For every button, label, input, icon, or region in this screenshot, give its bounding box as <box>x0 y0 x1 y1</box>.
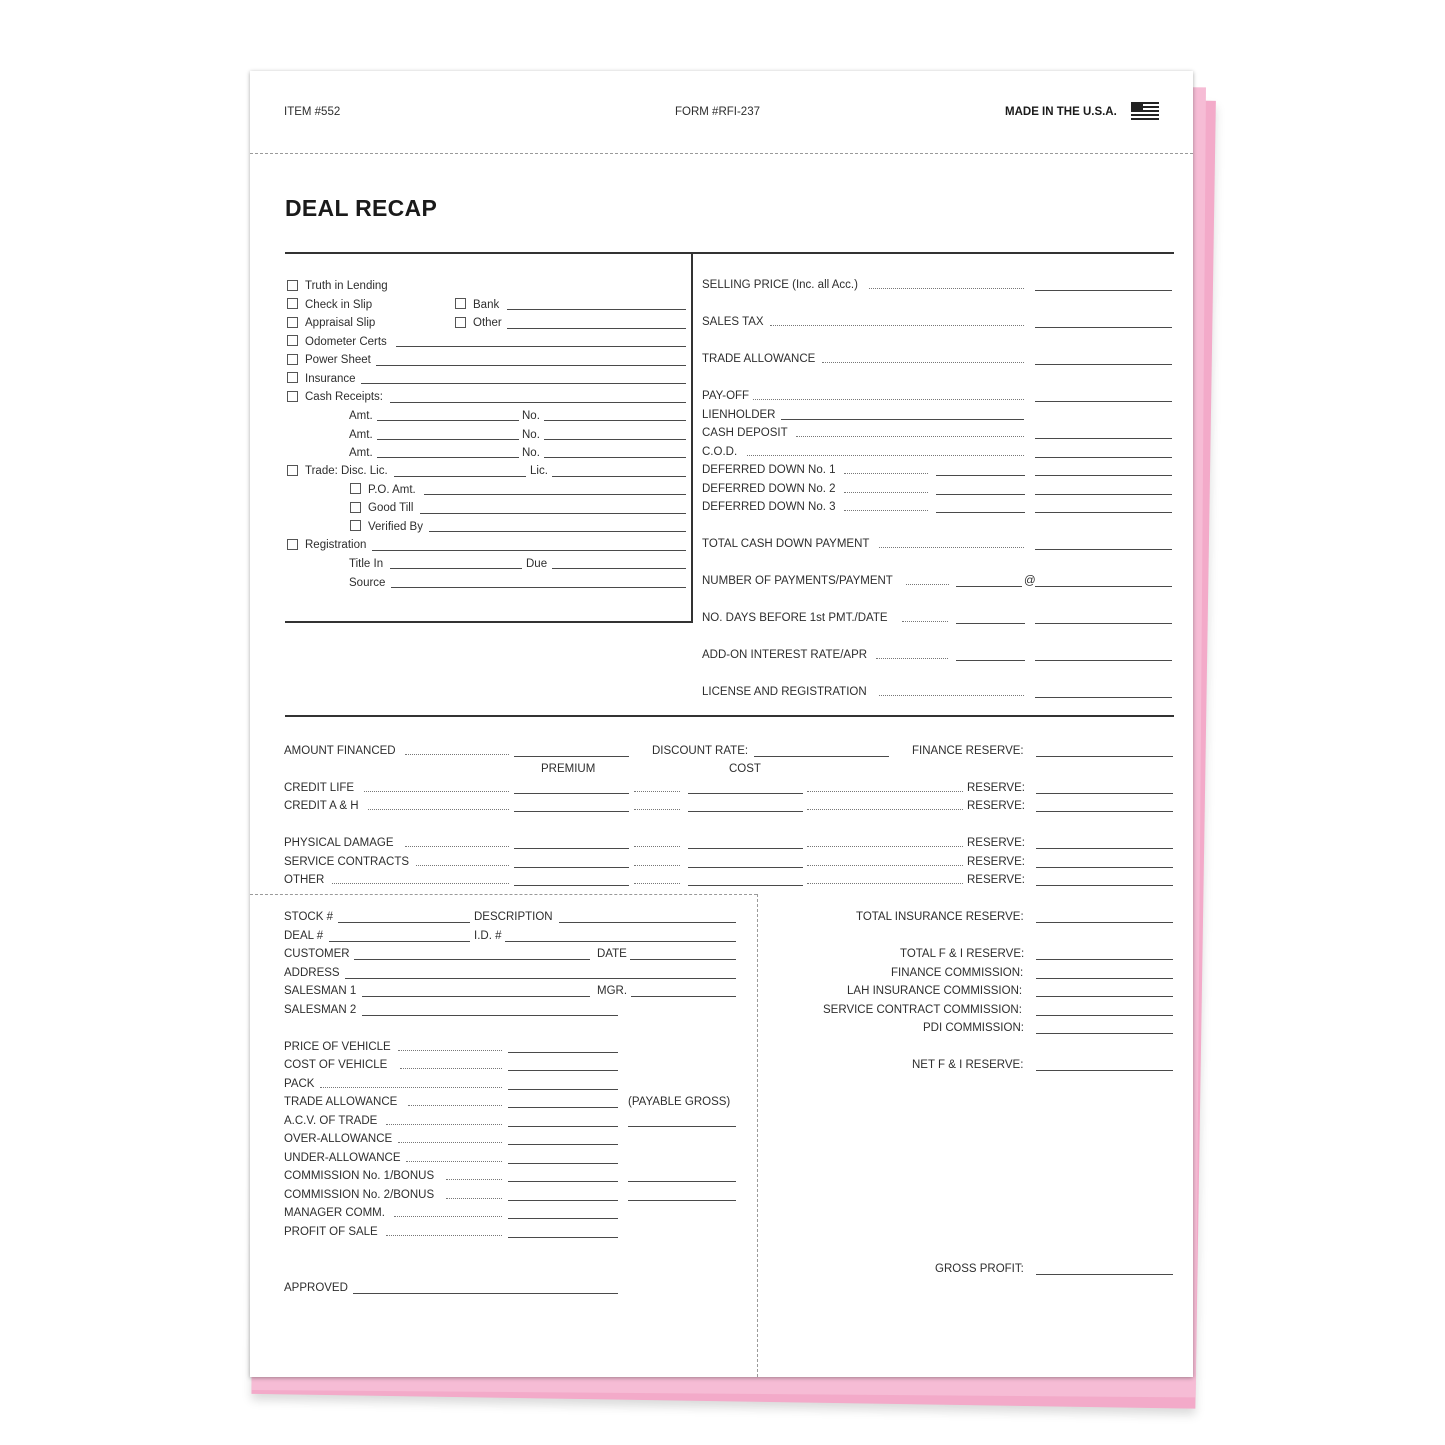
registration-field[interactable] <box>372 550 686 551</box>
us-flag-icon <box>1131 102 1159 121</box>
date-field[interactable] <box>630 959 736 960</box>
odometer-certs-field[interactable] <box>396 346 686 347</box>
lic-label: Lic. <box>530 465 548 477</box>
mgr-field[interactable] <box>631 996 736 997</box>
addon-rate-field[interactable] <box>956 660 1025 661</box>
checkbox-truth-in-lending[interactable] <box>287 280 298 291</box>
leader-dots <box>405 846 509 847</box>
payable-gross-field[interactable] <box>628 1126 736 1127</box>
at-symbol: @ <box>1024 575 1036 587</box>
deferred-3-label: DEFERRED DOWN No. 3 <box>702 501 836 513</box>
leader-dots <box>408 1105 502 1106</box>
other-premium-field[interactable] <box>514 885 629 886</box>
leader-dots <box>400 1068 502 1069</box>
leader-dots <box>332 883 509 884</box>
stock-label: STOCK # <box>284 911 333 923</box>
leader-dots <box>386 1124 502 1125</box>
credit-life-reserve-label: RESERVE: <box>967 782 1025 794</box>
leader-dots <box>364 791 509 792</box>
apr-field[interactable] <box>1035 660 1172 661</box>
amt-field-2[interactable] <box>377 439 519 440</box>
bonus-1-field[interactable] <box>628 1181 736 1182</box>
amt-field-3[interactable] <box>377 457 519 458</box>
discount-rate-label: DISCOUNT RATE: <box>652 745 749 757</box>
license-label: LICENSE AND REGISTRATION <box>702 686 867 698</box>
total-fi-reserve-field[interactable] <box>1036 959 1173 960</box>
leader-dots <box>807 846 963 847</box>
pack-field[interactable] <box>508 1089 618 1090</box>
physical-damage-cost-field[interactable] <box>688 848 803 849</box>
verified-by-field[interactable] <box>429 531 686 532</box>
leader-dots <box>386 1235 502 1236</box>
leader-dots <box>753 399 1024 400</box>
commission-1-field[interactable] <box>508 1181 618 1182</box>
total-cash-down-label: TOTAL CASH DOWN PAYMENT <box>702 538 870 550</box>
checklist-box-bottom <box>285 621 693 623</box>
trade-allowance-deal-field[interactable] <box>508 1107 618 1108</box>
over-allowance-field[interactable] <box>508 1144 618 1145</box>
registration-label: Registration <box>305 539 367 551</box>
approved-field[interactable] <box>353 1293 618 1294</box>
deferred-1-date-field[interactable] <box>936 475 1025 476</box>
leader-dots <box>398 1142 502 1143</box>
other-ins-label: OTHER <box>284 874 325 886</box>
payment-amount-field[interactable] <box>1035 586 1172 587</box>
leader-dots <box>906 584 949 585</box>
trade-allowance-field[interactable] <box>1035 364 1172 365</box>
leader-dots <box>634 883 680 884</box>
discount-rate-field[interactable] <box>754 756 889 757</box>
commission-2-label: COMMISSION No. 2/BONUS <box>284 1189 435 1201</box>
address-label: ADDRESS <box>284 967 340 979</box>
deal-number-label: DEAL # <box>284 930 324 942</box>
salesman-1-field[interactable] <box>362 996 590 997</box>
deferred-2-date-field[interactable] <box>936 494 1025 495</box>
gross-profit-field[interactable] <box>1036 1274 1173 1275</box>
credit-life-reserve-field[interactable] <box>1036 793 1173 794</box>
salesman-2-field[interactable] <box>362 1015 618 1016</box>
cash-receipts-field[interactable] <box>390 402 686 403</box>
cost-of-vehicle-label: COST OF VEHICLE <box>284 1059 388 1071</box>
insurance-field[interactable] <box>361 383 686 384</box>
leader-dots <box>320 1087 502 1088</box>
leader-dots <box>398 1050 502 1051</box>
form-number: FORM #RFI-237 <box>675 106 760 118</box>
under-allowance-field[interactable] <box>508 1163 618 1164</box>
days-before-field[interactable] <box>956 623 1025 624</box>
finance-reserve-field[interactable] <box>1036 756 1173 757</box>
power-sheet-field[interactable] <box>376 365 686 366</box>
leader-dots <box>807 865 963 866</box>
stock-field[interactable] <box>338 922 470 923</box>
first-payment-date-field[interactable] <box>1035 623 1172 624</box>
leader-dots <box>844 510 928 511</box>
no-label-1: No. <box>522 410 540 422</box>
no-label-2: No. <box>522 429 540 441</box>
service-contracts-reserve-label: RESERVE: <box>967 856 1025 868</box>
checkbox-other[interactable] <box>455 317 466 328</box>
id-number-label: I.D. # <box>474 930 502 942</box>
leader-dots <box>446 1179 502 1180</box>
customer-label: CUSTOMER <box>284 948 350 960</box>
credit-ah-reserve-label: RESERVE: <box>967 800 1025 812</box>
lienholder-label: LIENHOLDER <box>702 409 776 421</box>
selling-price-label: SELLING PRICE (Inc. all Acc.) <box>702 279 858 291</box>
sales-tax-label: SALES TAX <box>702 316 764 328</box>
profit-of-sale-label: PROFIT OF SALE <box>284 1226 378 1238</box>
payoff-label: PAY-OFF <box>702 390 750 402</box>
leader-dots <box>446 1198 502 1199</box>
lic-field[interactable] <box>552 476 686 477</box>
checkbox-verified-by[interactable] <box>350 520 361 531</box>
tear-line <box>250 153 1193 154</box>
premium-header: PREMIUM <box>541 763 596 775</box>
service-contracts-premium-field[interactable] <box>514 867 629 868</box>
other-reserve-label: RESERVE: <box>967 874 1025 886</box>
service-contracts-label: SERVICE CONTRACTS <box>284 856 410 868</box>
no-field-1[interactable] <box>544 420 686 421</box>
deferred-1-amount-field[interactable] <box>1035 475 1172 476</box>
cod-label: C.O.D. <box>702 446 738 458</box>
credit-ah-label: CREDIT A & H <box>284 800 359 812</box>
trade-allowance-deal-label: TRADE ALLOWANCE <box>284 1096 398 1108</box>
mid-rule <box>285 715 1174 717</box>
bonus-2-field[interactable] <box>628 1200 736 1201</box>
checkbox-cash-receipts[interactable] <box>287 391 298 402</box>
leader-dots <box>634 846 680 847</box>
leader-dots <box>406 1161 502 1162</box>
leader-dots <box>807 809 963 810</box>
leader-dots <box>634 865 680 866</box>
selling-price-field[interactable] <box>1035 290 1172 291</box>
checkbox-odometer-certs[interactable] <box>287 335 298 346</box>
section-dash-horizontal <box>250 894 757 895</box>
leader-dots <box>770 325 1024 326</box>
date-label: DATE <box>597 948 627 960</box>
leader-dots <box>902 621 948 622</box>
cod-field[interactable] <box>1035 457 1172 458</box>
total-insurance-reserve-field[interactable] <box>1036 922 1173 923</box>
cost-header: COST <box>729 763 761 775</box>
amt-field-1[interactable] <box>377 420 519 421</box>
checklist-box-right <box>691 254 693 623</box>
acv-of-trade-label: A.C.V. OF TRADE <box>284 1115 378 1127</box>
salesman-2-label: SALESMAN 2 <box>284 1004 357 1016</box>
leader-dots <box>869 288 1024 289</box>
checkbox-registration[interactable] <box>287 539 298 550</box>
commission-2-field[interactable] <box>508 1200 618 1201</box>
pdi-commission-field[interactable] <box>1036 1033 1173 1034</box>
checkbox-insurance[interactable] <box>287 372 298 383</box>
amt-label-1: Amt. <box>349 410 373 422</box>
deferred-1-label: DEFERRED DOWN No. 1 <box>702 464 836 476</box>
section-dash-vertical <box>757 894 758 1377</box>
checkbox-good-till[interactable] <box>350 502 361 513</box>
license-field[interactable] <box>1035 697 1172 698</box>
due-field[interactable] <box>552 568 686 569</box>
check-in-slip-label: Check in Slip <box>305 299 373 311</box>
deferred-2-label: DEFERRED DOWN No. 2 <box>702 483 836 495</box>
acv-of-trade-field[interactable] <box>508 1126 618 1127</box>
good-till-label: Good Till <box>368 502 414 514</box>
top-rule <box>285 252 1174 254</box>
cash-deposit-field[interactable] <box>1035 438 1172 439</box>
customer-field[interactable] <box>354 959 590 960</box>
no-field-3[interactable] <box>544 457 686 458</box>
cash-receipts-label: Cash Receipts: <box>305 391 383 403</box>
service-contract-commission-label: SERVICE CONTRACT COMMISSION: <box>823 1004 1022 1016</box>
source-field[interactable] <box>391 587 686 588</box>
leader-dots <box>844 492 928 493</box>
finance-reserve-label: FINANCE RESERVE: <box>912 745 1024 757</box>
payable-gross-label: (PAYABLE GROSS) <box>628 1096 731 1108</box>
approved-label: APPROVED <box>284 1282 348 1294</box>
physical-damage-reserve-field[interactable] <box>1036 848 1173 849</box>
net-fi-reserve-label: NET F & I RESERVE: <box>912 1059 1024 1071</box>
credit-ah-reserve-field[interactable] <box>1036 811 1173 812</box>
deal-number-field[interactable] <box>329 941 470 942</box>
service-contracts-cost-field[interactable] <box>688 867 803 868</box>
lah-insurance-commission-label: LAH INSURANCE COMMISSION: <box>847 985 1023 997</box>
checkbox-trade[interactable] <box>287 465 298 476</box>
other-reserve-field[interactable] <box>1036 885 1173 886</box>
cost-of-vehicle-field[interactable] <box>508 1070 618 1071</box>
amount-financed-field[interactable] <box>514 756 629 757</box>
pack-label: PACK <box>284 1078 315 1090</box>
price-of-vehicle-label: PRICE OF VEHICLE <box>284 1041 391 1053</box>
other-field[interactable] <box>507 328 686 329</box>
lienholder-field[interactable] <box>781 419 1024 420</box>
credit-ah-cost-field[interactable] <box>688 811 803 812</box>
leader-dots <box>394 1216 502 1217</box>
physical-damage-reserve-label: RESERVE: <box>967 837 1025 849</box>
gross-profit-label: GROSS PROFIT: <box>935 1263 1024 1275</box>
deferred-3-date-field[interactable] <box>936 512 1025 513</box>
trade-allowance-label: TRADE ALLOWANCE <box>702 353 816 365</box>
price-of-vehicle-field[interactable] <box>508 1052 618 1053</box>
power-sheet-label: Power Sheet <box>305 354 371 366</box>
under-allowance-label: UNDER-ALLOWANCE <box>284 1152 401 1164</box>
salesman-1-label: SALESMAN 1 <box>284 985 357 997</box>
leader-dots <box>822 362 1024 363</box>
num-payments-field[interactable] <box>956 586 1022 587</box>
leader-dots <box>368 809 509 810</box>
checkbox-po[interactable] <box>350 483 361 494</box>
po-amt-field[interactable] <box>424 494 686 495</box>
other-label: Other <box>473 317 502 329</box>
leader-dots <box>879 695 1024 696</box>
po-amt-label: P.O. Amt. <box>368 484 416 496</box>
total-fi-reserve-label: TOTAL F & I RESERVE: <box>900 948 1025 960</box>
no-label-3: No. <box>522 447 540 459</box>
title-in-label: Title In <box>349 558 384 570</box>
service-contract-commission-field[interactable] <box>1036 1015 1173 1016</box>
leader-dots <box>879 547 1024 548</box>
insurance-label: Insurance <box>305 373 356 385</box>
id-number-field[interactable] <box>505 941 736 942</box>
description-field[interactable] <box>559 922 736 923</box>
due-label: Due <box>526 558 548 570</box>
checkbox-power-sheet[interactable] <box>287 354 298 365</box>
physical-damage-premium-field[interactable] <box>514 848 629 849</box>
description-label: DESCRIPTION <box>474 911 553 923</box>
leader-dots <box>807 791 963 792</box>
appraisal-slip-label: Appraisal Slip <box>305 317 376 329</box>
amount-financed-label: AMOUNT FINANCED <box>284 745 396 757</box>
truth-in-lending-label: Truth in Lending <box>305 280 388 292</box>
credit-life-cost-field[interactable] <box>688 793 803 794</box>
leader-dots <box>747 455 1024 456</box>
good-till-field[interactable] <box>420 513 686 514</box>
bank-label: Bank <box>473 299 500 311</box>
pdi-commission-label: PDI COMMISSION: <box>923 1022 1024 1034</box>
deferred-3-amount-field[interactable] <box>1035 512 1172 513</box>
source-label: Source <box>349 577 386 589</box>
deal-recap-form <box>250 71 1193 1377</box>
payoff-field[interactable] <box>1035 401 1172 402</box>
made-in-usa: MADE IN THE U.S.A. <box>1005 106 1117 118</box>
leader-dots <box>634 791 680 792</box>
total-insurance-reserve-label: TOTAL INSURANCE RESERVE: <box>856 911 1024 923</box>
amt-label-3: Amt. <box>349 447 373 459</box>
manager-comm-label: MANAGER COMM. <box>284 1207 385 1219</box>
addon-rate-label: ADD-ON INTEREST RATE/APR <box>702 649 868 661</box>
cash-deposit-label: CASH DEPOSIT <box>702 427 788 439</box>
page-title: DEAL RECAP <box>285 195 438 221</box>
leader-dots <box>634 809 680 810</box>
finance-commission-label: FINANCE COMMISSION: <box>891 967 1024 979</box>
item-number: ITEM #552 <box>284 106 341 118</box>
total-cash-down-field[interactable] <box>1035 549 1172 550</box>
commission-1-label: COMMISSION No. 1/BONUS <box>284 1170 435 1182</box>
checkbox-bank[interactable] <box>455 298 466 309</box>
checkbox-appraisal-slip[interactable] <box>287 317 298 328</box>
address-field[interactable] <box>345 978 736 979</box>
leader-dots <box>796 436 1024 437</box>
leader-dots <box>416 865 509 866</box>
bank-field[interactable] <box>507 309 686 310</box>
leader-dots <box>807 883 963 884</box>
trade-disc-lic-label: Trade: Disc. Lic. <box>305 465 388 477</box>
credit-life-premium-field[interactable] <box>514 793 629 794</box>
no-field-2[interactable] <box>544 439 686 440</box>
leader-dots <box>405 754 509 755</box>
credit-life-label: CREDIT LIFE <box>284 782 355 794</box>
mgr-label: MGR. <box>597 985 628 997</box>
finance-commission-field[interactable] <box>1036 978 1173 979</box>
physical-damage-label: PHYSICAL DAMAGE <box>284 837 394 849</box>
leader-dots <box>876 658 948 659</box>
checkbox-check-in-slip[interactable] <box>287 298 298 309</box>
deferred-2-amount-field[interactable] <box>1035 494 1172 495</box>
trade-disc-lic-field[interactable] <box>394 476 526 477</box>
net-fi-reserve-field[interactable] <box>1036 1070 1173 1071</box>
amt-label-2: Amt. <box>349 429 373 441</box>
verified-by-label: Verified By <box>368 521 423 533</box>
other-cost-field[interactable] <box>688 885 803 886</box>
profit-of-sale-field[interactable] <box>508 1237 618 1238</box>
lah-insurance-commission-field[interactable] <box>1036 996 1173 997</box>
odometer-certs-label: Odometer Certs <box>305 336 387 348</box>
leader-dots <box>844 473 928 474</box>
over-allowance-label: OVER-ALLOWANCE <box>284 1133 393 1145</box>
service-contracts-reserve-field[interactable] <box>1036 867 1173 868</box>
num-payments-label: NUMBER OF PAYMENTS/PAYMENT <box>702 575 893 587</box>
manager-comm-field[interactable] <box>508 1218 618 1219</box>
days-before-label: NO. DAYS BEFORE 1st PMT./DATE <box>702 612 888 624</box>
credit-ah-premium-field[interactable] <box>514 811 629 812</box>
sales-tax-field[interactable] <box>1035 327 1172 328</box>
title-in-field[interactable] <box>390 568 522 569</box>
